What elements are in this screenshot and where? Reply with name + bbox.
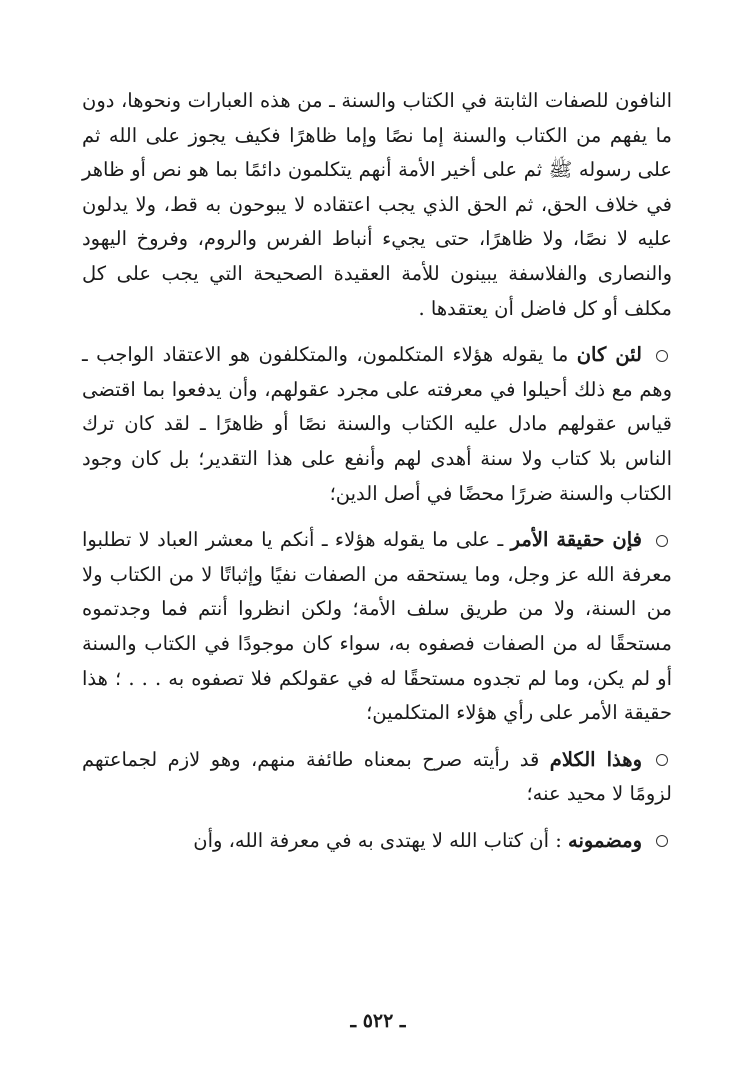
paragraph-text: ـ على ما يقوله هؤلاء ـ أنكم يا معشر العباد لا تطلبوا معرفة الله عز وجل، وما يستحقه من الصفات نفيًا وإثباتًا لا من الكتاب ولا من السنة، ولا من طريق سلف الأمة؛ ولكن انظروا أنتم فما وجدتموه مستحقًا له من الصفات فصفوه به، سواء كان موجودًا في الكتاب والسنة أو لم يكن، وما لم تجدوه مستحقًا له في عقولكم فلا تصفوه به . . . ؛ هذا حقيقة الأمر على رأي هؤلاء المتكلمين؛ [82,528,672,725]
paragraph-text: قد رأيته صرح بمعناه طائفة منهم، وهو لازم لجماعتهم لزومًا لا محيد عنه؛ [82,747,672,806]
paragraph-lead: وهذا الكلام [549,747,642,771]
page-number: ـ ٥٢٢ ـ [350,1010,406,1032]
paragraph-text: ما يقوله هؤلاء المتكلمون، والمتكلفون هو الاعتقاد الواجب ـ وهم مع ذلك أحيلوا في معرفته على مجرد عقولهم، وأن يدفعوا بما اقتضى قياس عقولهم مادل عليه الكتاب والسنة نصًا أو ظاهرًا ـ لقد كان ترك الناس بلا كتاب ولا سنة أهدى لهم وأنفع على هذا التقدير؛ بل كان وجود الكتاب والسنة ضررًا محضًا في أصل الدين؛ [82,343,672,505]
circle-bullet-icon [656,754,668,766]
paragraph-1 [82,84,672,326]
circle-bullet-icon [656,835,668,847]
paragraph-5 [82,824,672,859]
paragraph-4 [82,743,672,812]
paragraph-lead: لئن كان [576,343,642,367]
paragraph-3 [82,523,672,731]
circle-bullet-icon [656,535,668,547]
paragraph-text: النافون للصفات الثابتة في الكتاب والسنة ـ من هذه العبارات ونحوها، دون ما يفهم من الكتاب والسنة إما نصًا وإما ظاهرًا فكيف يجوز على الله ثم على رسوله ﷺ ثم على أخير الأمة أنهم يتكلمون دائمًا بما هو نص أو ظاهر في خلاف الحق، ثم الحق الذي يجب اعتقاده لا يبوحون به قط، ولا يدلون عليه لا نصًا، ولا ظاهرًا، حتى يجيء أنباط الفرس والروم، وفروخ اليهود والنصارى والفلاسفة يبينون للأمة العقيدة الصحيحة التي يجب على كل مكلف أو كل فاضل أن يعتقدها . [82,89,672,320]
paragraph-lead: فإن حقيقة الأمر [510,528,642,552]
paragraph-text: : أن كتاب الله لا يهتدى به في معرفة الله، وأن [193,828,568,852]
paragraph-lead: ومضمونه [567,828,642,852]
circle-bullet-icon [656,350,668,362]
paragraph-2 [82,338,672,511]
